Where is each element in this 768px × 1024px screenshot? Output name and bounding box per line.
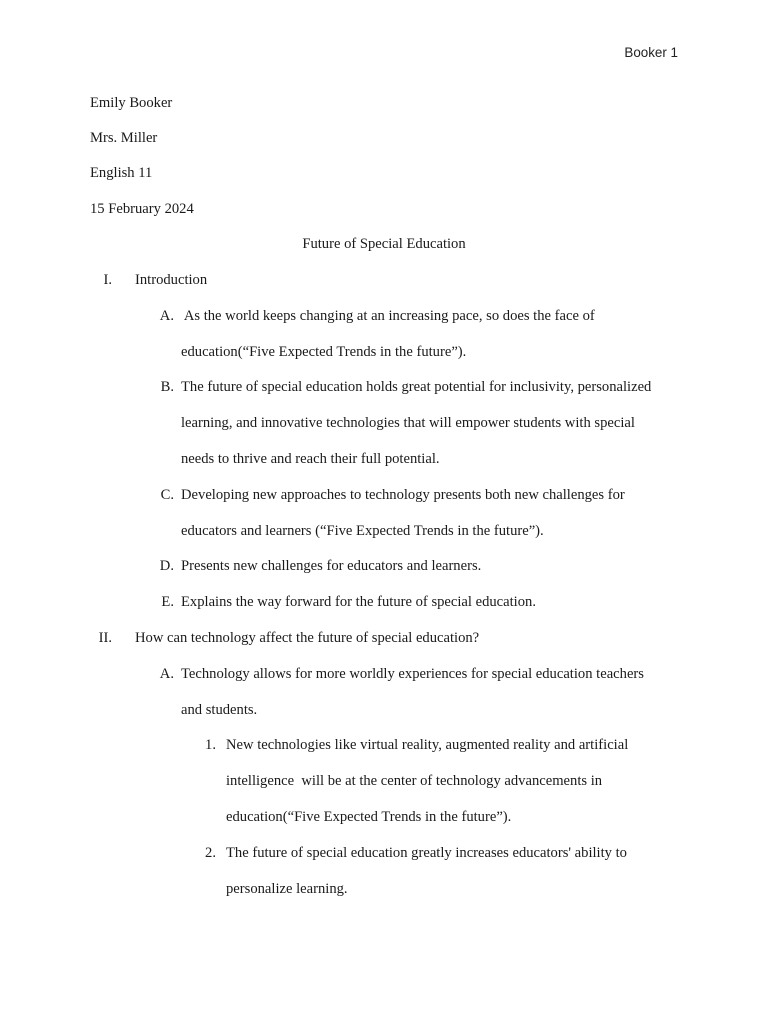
outline-item-1e (0, 593, 768, 629)
student-name: Emily Booker (90, 95, 173, 111)
item-text: educators and learners (“Five Expected Trends in the future”). (181, 522, 544, 539)
subitem-marker: 2. (205, 844, 216, 861)
teacher-name: Mrs. Miller (90, 130, 158, 146)
item-text: and students. (181, 701, 258, 718)
page-title: Future of Special Education (302, 236, 466, 252)
outline-subitem-2a2-cont (0, 880, 768, 916)
section-heading: Introduction (135, 272, 208, 288)
outline-subitem-2a1 (0, 736, 768, 772)
subitem-marker: 1. (205, 737, 216, 754)
course-name: English 11 (90, 165, 153, 181)
section-heading: How can technology affect the future of special education? (135, 629, 480, 646)
item-text: Technology allows for more worldly experiences for special education teachers (181, 665, 644, 682)
item-marker: A. (159, 665, 174, 682)
outline-subitem-2a2 (0, 844, 768, 880)
outline-item-1a (0, 307, 768, 343)
item-text: education(“Five Expected Trends in the future”). (181, 343, 467, 360)
item-text: Presents new challenges for educators and learners. (181, 558, 482, 575)
subitem-text: education(“Five Expected Trends in the future”). (226, 808, 512, 825)
outline-item-2a-cont (0, 701, 768, 737)
subitem-text: personalize learning. (226, 880, 348, 897)
running-head: Booker 1 (624, 45, 678, 60)
item-marker: D. (159, 558, 174, 575)
outline-item-1b-cont (0, 450, 768, 486)
item-marker: C. (160, 486, 174, 503)
item-marker: A. (159, 307, 174, 324)
outline-item-1c (0, 486, 768, 522)
outline-subitem-2a1-cont (0, 772, 768, 808)
outline-item-1a-cont (0, 343, 768, 379)
item-text: Developing new approaches to technology presents both new challenges for (181, 486, 625, 503)
outline-item-1c-cont (0, 522, 768, 558)
outline-section-1 (0, 271, 768, 307)
item-marker: E. (161, 594, 174, 611)
item-text: needs to thrive and reach their full potential. (181, 450, 440, 467)
outline-subitem-2a1-cont (0, 808, 768, 844)
item-marker: B. (160, 379, 174, 396)
outline-item-2a (0, 665, 768, 701)
outline-item-1d (0, 557, 768, 593)
item-text: The future of special education holds great potential for inclusivity, personalized (181, 379, 652, 396)
item-text: learning, and innovative technologies that will empower students with special (181, 415, 635, 432)
subitem-text: New technologies like virtual reality, augmented reality and artificial (226, 737, 629, 754)
section-marker: II. (98, 629, 112, 646)
outline-item-1b (0, 378, 768, 414)
item-text: Explains the way forward for the future of special education. (181, 594, 536, 611)
date: 15 February 2024 (90, 201, 194, 217)
subitem-text: The future of special education greatly increases educators' ability to (226, 844, 627, 861)
outline (0, 271, 768, 915)
outline-item-1b-cont (0, 414, 768, 450)
section-marker: I. (103, 272, 112, 288)
item-text: As the world keeps changing at an increasing pace, so does the face of (181, 307, 595, 324)
outline-section-2 (0, 629, 768, 665)
subitem-text: intelligence will be at the center of technology advancements in (226, 773, 603, 790)
